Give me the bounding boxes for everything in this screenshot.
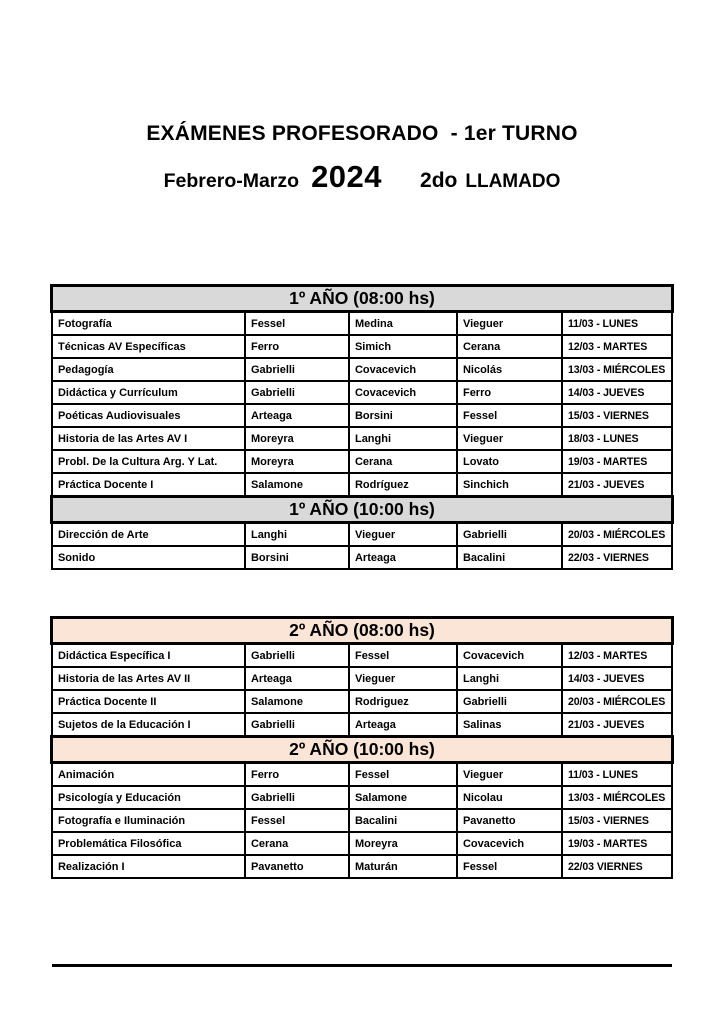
- table-row: [52, 473, 672, 497]
- date-cell: 14/03 - JUEVES: [562, 667, 672, 690]
- examiner-cell: Fessel: [245, 312, 349, 336]
- table-row: [52, 644, 672, 668]
- date-cell: 21/03 - JUEVES: [562, 713, 672, 737]
- subject-cell: Fotografía e Iluminación: [52, 809, 245, 832]
- examiner-cell: Salamone: [349, 786, 457, 809]
- document-subtitle: [0, 159, 724, 195]
- examiner-cell: Sinchich: [457, 473, 562, 497]
- examiner-cell: Ferro: [245, 335, 349, 358]
- date-cell: 14/03 - JUEVES: [562, 381, 672, 404]
- table-row: [52, 786, 672, 809]
- examiner-cell: Ferro: [457, 381, 562, 404]
- examiner-cell: Gabrielli: [457, 690, 562, 713]
- subject-cell: Técnicas AV Específicas: [52, 335, 245, 358]
- date-cell: 19/03 - MARTES: [562, 450, 672, 473]
- examiner-cell: Covacevich: [349, 381, 457, 404]
- subject-cell: Sujetos de la Educación I: [52, 713, 245, 737]
- table-row: [52, 450, 672, 473]
- exam-table-second-year: [50, 616, 673, 879]
- date-cell: 22/03 VIERNES: [562, 855, 672, 878]
- examiner-cell: Cerana: [349, 450, 457, 473]
- exam-table-first-year: [50, 284, 673, 570]
- subject-cell: Pedagogía: [52, 358, 245, 381]
- subject-cell: Práctica Docente II: [52, 690, 245, 713]
- subject-cell: Fotografía: [52, 312, 245, 336]
- date-cell: 22/03 - VIERNES: [562, 546, 672, 569]
- examiner-cell: Arteaga: [245, 404, 349, 427]
- date-cell: 15/03 - VIERNES: [562, 809, 672, 832]
- table-row: [52, 404, 672, 427]
- section-header-row: [52, 497, 672, 523]
- table-row: [52, 855, 672, 878]
- examiner-cell: Bacalini: [457, 546, 562, 569]
- examiner-cell: Simich: [349, 335, 457, 358]
- examiner-cell: Moreyra: [245, 427, 349, 450]
- examiner-cell: Gabrielli: [245, 358, 349, 381]
- examiner-cell: Cerana: [457, 335, 562, 358]
- section-header: 1º AÑO (10:00 hs): [52, 497, 672, 523]
- examiner-cell: Medina: [349, 312, 457, 336]
- examiner-cell: Covacevich: [457, 832, 562, 855]
- examiner-cell: Langhi: [457, 667, 562, 690]
- table-row: [52, 546, 672, 569]
- subject-cell: Historia de las Artes AV II: [52, 667, 245, 690]
- subtitle-call-word: LLAMADO: [465, 171, 561, 192]
- examiner-cell: Vieguer: [457, 427, 562, 450]
- section-header: 1º AÑO (08:00 hs): [52, 286, 672, 312]
- examiner-cell: Vieguer: [457, 763, 562, 787]
- subject-cell: Práctica Docente I: [52, 473, 245, 497]
- examiner-cell: Borsini: [349, 404, 457, 427]
- subject-cell: Probl. De la Cultura Arg. Y Lat.: [52, 450, 245, 473]
- examiner-cell: Fessel: [457, 404, 562, 427]
- examiner-cell: Vieguer: [349, 667, 457, 690]
- date-cell: 19/03 - MARTES: [562, 832, 672, 855]
- section-header-row: [52, 737, 672, 763]
- subject-cell: Problemática Filosófica: [52, 832, 245, 855]
- examiner-cell: Fessel: [349, 644, 457, 668]
- date-cell: 11/03 - LUNES: [562, 312, 672, 336]
- examiner-cell: Arteaga: [349, 546, 457, 569]
- examiner-cell: Fessel: [349, 763, 457, 787]
- subject-cell: Historia de las Artes AV I: [52, 427, 245, 450]
- table-row: [52, 381, 672, 404]
- examiner-cell: Covacevich: [349, 358, 457, 381]
- examiner-cell: Langhi: [349, 427, 457, 450]
- examiner-cell: Langhi: [245, 523, 349, 547]
- table-row: [52, 832, 672, 855]
- examiner-cell: Vieguer: [349, 523, 457, 547]
- examiner-cell: Pavanetto: [457, 809, 562, 832]
- date-cell: 12/03 - MARTES: [562, 644, 672, 668]
- examiner-cell: Gabrielli: [245, 381, 349, 404]
- date-cell: 11/03 - LUNES: [562, 763, 672, 787]
- subject-cell: Dirección de Arte: [52, 523, 245, 547]
- table-row: [52, 713, 672, 737]
- examiner-cell: Salinas: [457, 713, 562, 737]
- subject-cell: Sonido: [52, 546, 245, 569]
- table-row: [52, 667, 672, 690]
- subtitle-year: 2024: [311, 159, 383, 194]
- table-row: [52, 809, 672, 832]
- examiner-cell: Pavanetto: [245, 855, 349, 878]
- subject-cell: Poéticas Audiovisuales: [52, 404, 245, 427]
- examiner-cell: Gabrielli: [245, 786, 349, 809]
- examiner-cell: Vieguer: [457, 312, 562, 336]
- examiner-cell: Lovato: [457, 450, 562, 473]
- examiner-cell: Nicolás: [457, 358, 562, 381]
- date-cell: 13/03 - MIÉRCOLES: [562, 786, 672, 809]
- section-header-row: [52, 286, 672, 312]
- date-cell: 20/03 - MIÉRCOLES: [562, 690, 672, 713]
- table-row: [52, 358, 672, 381]
- table-row: [52, 523, 672, 547]
- section-header: 2º AÑO (10:00 hs): [52, 737, 672, 763]
- date-cell: 13/03 - MIÉRCOLES: [562, 358, 672, 381]
- date-cell: 15/03 - VIERNES: [562, 404, 672, 427]
- document-title: EXÁMENES PROFESORADO - 1er TURNO: [146, 122, 578, 145]
- section-header: 2º AÑO (08:00 hs): [52, 618, 672, 644]
- table-row: [52, 312, 672, 336]
- subject-cell: Didáctica y Currículum: [52, 381, 245, 404]
- subtitle-month-range: Febrero-Marzo: [163, 170, 300, 192]
- examiner-cell: Arteaga: [349, 713, 457, 737]
- date-cell: 12/03 - MARTES: [562, 335, 672, 358]
- examiner-cell: Salamone: [245, 690, 349, 713]
- subject-cell: Animación: [52, 763, 245, 787]
- subtitle-call-number: 2do: [420, 169, 458, 192]
- examiner-cell: Moreyra: [349, 832, 457, 855]
- examiner-cell: Rodríguez: [349, 473, 457, 497]
- date-cell: 18/03 - LUNES: [562, 427, 672, 450]
- subject-cell: Didáctica Específica I: [52, 644, 245, 668]
- table-row: [52, 763, 672, 787]
- examiner-cell: Salamone: [245, 473, 349, 497]
- bottom-rule: [52, 964, 672, 967]
- table-row: [52, 427, 672, 450]
- examiner-cell: Gabrielli: [245, 713, 349, 737]
- date-cell: 21/03 - JUEVES: [562, 473, 672, 497]
- examiner-cell: Moreyra: [245, 450, 349, 473]
- examiner-cell: Nicolau: [457, 786, 562, 809]
- subject-cell: Psicología y Educación: [52, 786, 245, 809]
- examiner-cell: Fessel: [457, 855, 562, 878]
- examiner-cell: Maturán: [349, 855, 457, 878]
- section-header-row: [52, 618, 672, 644]
- table-row: [52, 690, 672, 713]
- examiner-cell: Gabrielli: [245, 644, 349, 668]
- examiner-cell: Gabrielli: [457, 523, 562, 547]
- exam-tables-area: [0, 284, 724, 879]
- table-row: [52, 335, 672, 358]
- examiner-cell: Fessel: [245, 809, 349, 832]
- examiner-cell: Borsini: [245, 546, 349, 569]
- examiner-cell: Arteaga: [245, 667, 349, 690]
- examiner-cell: Bacalini: [349, 809, 457, 832]
- examiner-cell: Covacevich: [457, 644, 562, 668]
- examiner-cell: Cerana: [245, 832, 349, 855]
- subject-cell: Realización I: [52, 855, 245, 878]
- examiner-cell: Ferro: [245, 763, 349, 787]
- examiner-cell: Rodriguez: [349, 690, 457, 713]
- date-cell: 20/03 - MIÉRCOLES: [562, 523, 672, 547]
